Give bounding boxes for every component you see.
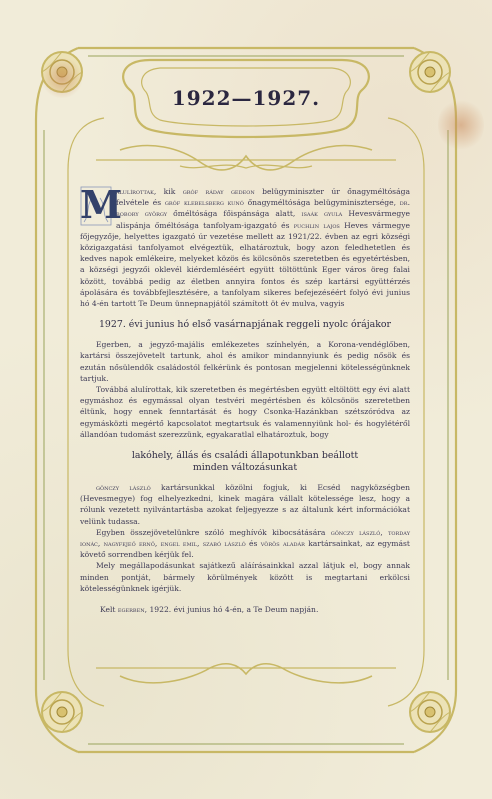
name-smallcaps: gönczy lászló bbox=[96, 483, 151, 493]
name-smallcaps: gróf ráday gedeon bbox=[182, 187, 255, 196]
paragraph: Mely megállapodásunkat sajátkezű aláírásainkkal azzal látjuk el, bogy annak minden pontját, bármely körülmények között is megtartani erkölcsi kötelességünknek igérjük. bbox=[80, 561, 410, 593]
text-run: kartársainkat, az egymást követő sorrendben kérjük fel. bbox=[80, 539, 410, 560]
name-smallcaps: alulírottak, bbox=[116, 187, 157, 196]
text-run: őméltósága főispánsága alatt, bbox=[167, 209, 302, 219]
name-smallcaps: egerben, bbox=[117, 605, 148, 615]
text-run: Egyben összejövetelünkre szóló meghívók kibocsátására bbox=[96, 527, 331, 537]
intro-paragraph bbox=[80, 182, 411, 309]
name-smallcaps: vörös aladár bbox=[260, 539, 305, 549]
paragraph bbox=[80, 482, 410, 527]
page-title: 1922—1927. bbox=[171, 86, 321, 110]
document-body bbox=[80, 182, 411, 615]
name-smallcaps: puchlin lajos bbox=[293, 220, 340, 230]
heading-line: lakóhely, állás és családi állapotunkban beállott bbox=[131, 450, 359, 462]
name-smallcaps: dr. bobory györgy bbox=[116, 198, 410, 219]
text-run: Hevesvármegye alispánja őméltósága tanfolyam-igazgató és bbox=[116, 209, 411, 230]
text-run: és bbox=[245, 539, 261, 549]
text-run: Kelt bbox=[100, 605, 118, 615]
rose-ornament-icon bbox=[410, 692, 450, 732]
name-smallcaps: gönczy lászló, torday ionác, nagyfejeő ernő, engel emil, szabó lászló bbox=[80, 527, 410, 549]
closing-line bbox=[80, 604, 410, 615]
section-heading: 1927. évi junius hó első vasárnapjának reggeli nyolc órájakor bbox=[98, 319, 392, 331]
text-run: őnagyméltósága belügyminisztersége, bbox=[243, 198, 400, 208]
heading-line: minden változásunkat bbox=[192, 462, 298, 474]
text-run: kartársunkkal közölni fogjuk, ki Ecséd nagyközségben (Hevesmegye) fog elhelyezkedni, kinek magára vállalt kötelessége lesz, hogy a rólunk vezetett nyilvántartásba azokat feljegyezze s az általunk kért információkat velünk tudassa. bbox=[80, 483, 410, 526]
rose-ornament-icon bbox=[42, 692, 82, 732]
paragraph: Továbbá alulírottak, kik szeretetben és megértésben együtt eltöltött egy évi alatt egymáshoz és egymással olyan testvéri megértésben és kölcsönös szeretetben éltünk, hogy ennek fenntartását és hogy Csonka-Hazánkban szétszóródva az egymásközti megértő kapcsolatot megtartsuk és valamennyiünk hol- és hogylétéről állandóan tudomást szerezzünk, egyakaratlal elhatároztuk, bogy bbox=[80, 385, 410, 439]
name-smallcaps: isaák gyula bbox=[301, 209, 343, 219]
text-run: belügyminiszter úr őnagyméltósága felvétele és bbox=[116, 187, 410, 208]
paragraph: Egerben, a jegyző-majális emlékezetes színhelyén, a Korona-vendéglőben, kartársi összejövetelt tartunk, ahol és amikor mindannyiunk és pedig nősök és ezután nősülendők családostól felkérünk és pontosan megjelenni kötelességünknek tartjuk. bbox=[80, 340, 410, 383]
text-run: kik bbox=[156, 187, 183, 196]
text-run: 1922. évi junius hó 4-én, a Te Deum napján. bbox=[147, 605, 319, 615]
section-heading bbox=[80, 450, 410, 474]
name-smallcaps: gróf klebelsberg kunó bbox=[164, 198, 244, 208]
intro-text bbox=[80, 187, 410, 308]
drop-cap bbox=[80, 182, 123, 227]
drop-cap-letter: M bbox=[80, 182, 123, 227]
text-run: Heves vármegye főjegyzője, helyettes igazgató úr vezetése mellett az 1921/22. évben az egri községi közigazgatási tanfolyamot elvégeztük, elhatároztuk, bogy azon feledhetetlen és kedves napok emlékeire, melyeket közös és kölcsönös szeretetben és egyetértésben, a községi jegyzői oklevél kiérdemléséért együtt töltöttünk Eger város öreg falai között, továbbá pedig az életben annyira fontos és szép kartársi együttérzés ápolására és továbbfejlesztésére, a tanfolyam sikeres befejezéséért folyó évi junius hó 4-én tartott Te Deum ünnepnapjától számított öt év mulva, vagyis bbox=[80, 220, 410, 309]
paragraph bbox=[80, 527, 410, 561]
